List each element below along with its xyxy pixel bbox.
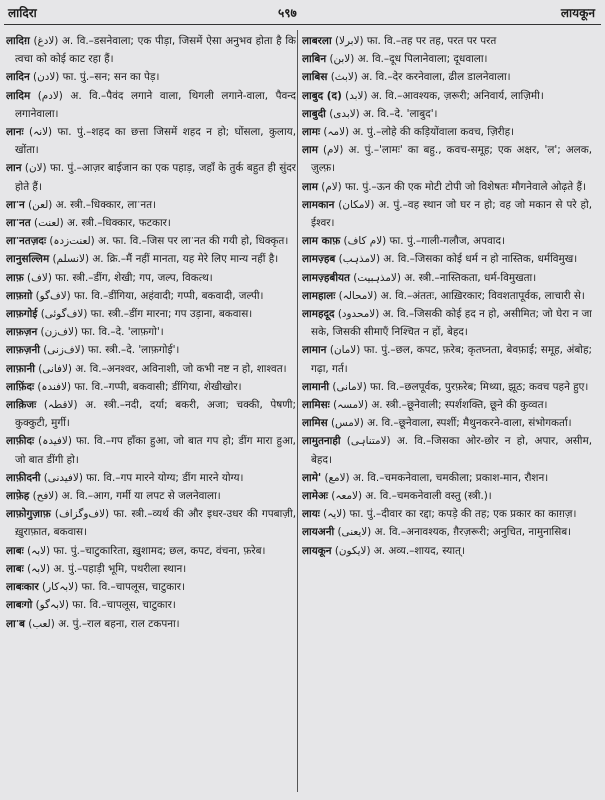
- entry-definition: (لانسلم) अ. क्रि.–मैं नहीं मानता, यह मेरे लिए मान्य नहीं है।: [49, 253, 279, 266]
- dictionary-entry: [302, 287, 592, 305]
- dictionary-entry: [6, 305, 296, 323]
- dictionary-entry: [6, 432, 296, 468]
- dictionary-entry: [302, 32, 592, 50]
- entry-definition: (لعنت‌زدہ) अ. फा. वि.–जिस पर लाॱनत की गयी हो, धिक्कृत।: [46, 235, 289, 248]
- entry-definition: (لابہ) अ. पुं.–पहाड़ी भूमि, पथरीला स्थान।: [23, 562, 187, 575]
- dictionary-entry: [6, 396, 296, 432]
- entry-headword: लानुसल्लिम: [6, 253, 50, 266]
- entry-headword: लाफ़ज़न: [6, 326, 38, 339]
- dictionary-entry: [6, 196, 296, 214]
- dictionary-entry: [302, 178, 592, 196]
- entry-headword: लामः: [302, 126, 321, 139]
- entry-definition: (لامانی) फा. वि.–छलपूर्वक, पुरफ़रेब; मिथ्या, झूठ; कवच पहने हुए।: [329, 380, 589, 393]
- dictionary-entry: [6, 159, 296, 195]
- entry-headword: लाबःगो: [6, 599, 33, 612]
- dictionary-entry: [302, 50, 592, 68]
- dictionary-entry: [6, 232, 296, 250]
- entry-definition: (لعن) अ. स्त्री.–धिक्कार, लाॱनत।: [24, 198, 157, 211]
- dictionary-entry: [6, 487, 296, 505]
- entry-definition: (لادن) फा. पुं.–सन; सन का पेड़।: [29, 71, 160, 84]
- entry-definition: (لاف‌زنی) फा. स्त्री.–दे. 'लाफ़गोई'।: [39, 344, 180, 357]
- entry-definition: (لایکون) अ. अव्य.–शायद, स्यात्।: [331, 544, 465, 557]
- entry-headword: लामहालः: [302, 289, 336, 302]
- entry-headword: लाबरला: [302, 35, 332, 47]
- entry-definition: (لامعہ) अ. वि.–चमकनेवाली वस्तु (स्त्री.)।: [328, 490, 492, 503]
- dictionary-entry: [6, 87, 296, 123]
- entry-definition: (لافندہ) फा. वि.–गप्पी, बकवासी; डींगिया, शेखीखोर।: [34, 380, 242, 393]
- dictionary-entry: [302, 105, 592, 123]
- entry-headword: लामज़्हब: [302, 253, 336, 266]
- dictionary-entry: [302, 196, 592, 232]
- entry-definition: (لامحدود) अ. वि.–जिसकी कोई हद न हो, असीमित; जो घेरा न जा सके, जिसकी सीमाएँ निश्चित न हों, बेहद।: [311, 308, 592, 339]
- entry-definition: (لابہ‌گو) फा. वि.–चापलूस, चाटुकार।: [32, 599, 176, 612]
- entry-definition: (لاف‌گوئی) फा. स्त्री.–डींग मारना; गप उड़ाना, बकवास।: [37, 308, 253, 321]
- dictionary-entry: [6, 214, 296, 232]
- dictionary-entry: [302, 269, 592, 287]
- entry-headword: लाफ़िंदः: [6, 380, 35, 393]
- dictionary-entry: [302, 396, 592, 414]
- entry-headword: लामिसः: [302, 399, 330, 412]
- entry-headword: लाबःकार: [6, 581, 39, 594]
- entry-headword: लाबः: [6, 544, 24, 557]
- dictionary-entry: [302, 469, 592, 487]
- dictionary-entry: [302, 87, 592, 105]
- entry-headword: लामकान: [302, 198, 335, 211]
- entry-headword: लायकून: [302, 544, 332, 557]
- entry-headword: लायअनी: [302, 526, 335, 539]
- entry-definition: (لامان) फा. पुं.–छल, कपट, फ़रेब; कृतघ्नता, बेवफ़ाई; समूह, अंबोह; गढ़ा, गर्त।: [311, 344, 592, 375]
- entry-headword: लामुतनाही: [302, 435, 341, 448]
- entry-definition: (لامحالہ) अ. वि.–अंततः, आख़िरकार; विवशतापूर्वक, लाचारी से।: [335, 289, 585, 302]
- entry-definition: (لابث) अ. वि.–देर करनेवाला, ढील डालनेवाला।: [327, 71, 511, 84]
- dictionary-entry: [6, 341, 296, 359]
- header-right-word: लायकून: [560, 6, 595, 20]
- entry-definition: (لاف‌زن) फा. वि.–दे. 'लाफ़गो'।: [37, 326, 164, 339]
- entry-definition: (لابن) अ. वि.–दूध पिलानेवाला; दूधवाला।: [326, 53, 488, 66]
- entry-headword: लाक़िजः: [6, 399, 37, 412]
- left-column: [6, 32, 296, 794]
- entry-definition: (لامس) अ. वि.–छूनेवाला, स्पर्शी; मैथुनकरने-वाला, संभोगकर्ता।: [327, 417, 572, 430]
- entry-definition: (لامذہبیت) अ. स्त्री.–नास्तिकता, धर्म-विमुखता।: [349, 271, 537, 284]
- entry-headword: लादिम: [6, 89, 31, 102]
- entry-headword: लाफ़ानी: [6, 362, 35, 375]
- entry-definition: (لانہ) फा. पुं.–शहद का छत्ता जिसमें शहद न हो; घोंसला, कुलाय, खोंता।: [15, 126, 296, 157]
- entry-headword: लाफ़: [6, 271, 24, 284]
- entry-headword: लानः: [6, 126, 24, 139]
- entry-definition: (لامذہب) अ. वि.–जिसका कोई धर्म न हो नास्तिक, धर्मविमुख।: [335, 253, 578, 266]
- entry-headword: लाबः: [6, 562, 24, 575]
- header-rule: [4, 24, 601, 25]
- entry-definition: (لابہ‌کار) फा. वि.–चापलूस, चाटुकार।: [38, 581, 185, 594]
- entry-definition: (لادغ) अ. वि.–डसनेवाला; एक पीड़ा, जिसमें ऐसा अनुभव होता है कि त्वचा को कोई काट रहा हैं।: [15, 35, 296, 66]
- entry-headword: लाफ़ग़ो: [6, 289, 33, 302]
- entry-headword: लाबुद (द): [302, 89, 342, 102]
- entry-headword: लाॱनत: [6, 217, 31, 230]
- entry-headword: लाॱब: [6, 617, 25, 630]
- dictionary-entry: [302, 505, 592, 523]
- entry-headword: लाबुदी: [302, 107, 326, 120]
- entry-definition: (لام) अ. पुं.–'लामः' का बहु., कवच-समूह; एक अक्षर, 'ल'; अलक, ज़ुल्फ़।: [311, 144, 592, 175]
- dictionary-entry: [302, 305, 592, 341]
- entry-definition: (لافانی) अ. वि.–अनश्वर, अविनाशी, जो कभी नष्ट न हो, शाश्वत।: [34, 362, 287, 375]
- entry-headword: लाफ़ोगुज़ाफ़: [6, 508, 51, 521]
- dictionary-entry: [6, 615, 296, 633]
- entry-headword: लाफ़ीदः: [6, 435, 35, 448]
- entry-headword: लाम: [302, 180, 318, 193]
- entry-headword: लाम: [302, 144, 318, 157]
- entry-definition: (لایعنی) अ. वि.–अनावश्यक, ग़ैरज़रूरी; अनुचित, नामुनासिब।: [334, 526, 572, 539]
- entry-headword: लामज़्हबीयत: [302, 271, 350, 284]
- dictionary-entry: [302, 432, 592, 468]
- dictionary-entry: [6, 68, 296, 86]
- entry-headword: लामे': [302, 471, 322, 484]
- dictionary-entry: [6, 560, 296, 578]
- entry-headword: लामहदूद: [302, 308, 335, 321]
- entry-headword: लाबिन: [302, 53, 327, 66]
- entry-definition: (لاف‌گو) फा. वि.–डींगिया, अहंवादी; गप्पी, बकवादी, जल्पी।: [32, 289, 264, 302]
- dictionary-entry: [302, 542, 592, 560]
- entry-definition: (لامہ) अ. पुं.–लोहे की कड़ियोंवाला कवच, ज़िरीह।: [320, 126, 515, 139]
- entry-definition: (لابد) अ. वि.–आवश्यक, ज़रूरी; अनिवार्य, लाज़िमी।: [341, 89, 544, 102]
- dictionary-entry: [302, 250, 592, 268]
- entry-definition: (لامتناہی) अ. वि.–जिसका ओर-छोर न हो, अपार, असीम, बेहद।: [311, 435, 592, 466]
- right-column: [302, 32, 592, 794]
- entry-headword: लादिग़: [6, 35, 30, 47]
- entry-definition: (لعنت) अ. स्त्री.–धिक्कार, फटकार।: [30, 217, 171, 230]
- dictionary-entry: [6, 250, 296, 268]
- dictionary-entry: [6, 378, 296, 396]
- entry-headword: लाफ़ेह: [6, 490, 30, 503]
- entry-definition: (لان) फा. पुं.–आज़र बाईजान का एक पहाड़, जहाँ के तुर्क बहुत ही सुंदर होते हैं।: [15, 162, 296, 193]
- dictionary-entry: [302, 414, 592, 432]
- column-divider: [297, 30, 298, 792]
- entry-headword: लामान: [302, 344, 327, 357]
- entry-definition: (لام) फा. पुं.–ऊन की एक मोटी टोपी जो विशेषतः मौगनेवाले ओढ़ते हैं।: [317, 180, 586, 193]
- entry-definition: (لامع) अ. वि.–चमकनेवाला, चमकीला; प्रकाश-मान, रौशन।: [321, 471, 549, 484]
- page-header: [0, 0, 605, 22]
- entry-definition: (لاقطہ) अ. स्त्री.–नदी, दर्या; बकरी, अजा; चक्की, पेषणी; कुक्कुटी, मुर्गी।: [15, 399, 296, 430]
- entry-headword: लामिस: [302, 417, 328, 430]
- entry-headword: लामेअः: [302, 490, 328, 503]
- dictionary-entry: [6, 323, 296, 341]
- entry-headword: लायः: [302, 508, 320, 521]
- entry-definition: (لابدی) अ. वि.–दे. 'लाबुद'।: [325, 107, 438, 120]
- entry-definition: (لامکان) अ. पुं.–वह स्थान जो घर न हो; वह जो मकान से परे हो, ईश्वर।: [311, 198, 592, 230]
- entry-headword: लाफ़गोई: [6, 308, 38, 321]
- dictionary-entry: [302, 487, 592, 505]
- entry-headword: लाफ़ीदनी: [6, 471, 41, 484]
- entry-definition: (لابرلا) फा. वि.–तह पर तह, परत पर परत: [331, 35, 497, 47]
- dictionary-entry: [6, 32, 296, 68]
- header-left-word: लादिरा: [8, 6, 37, 20]
- entry-definition: (لام کاف) फा. पुं.–गाली-गलौज, अपवाद।: [340, 235, 505, 248]
- entry-headword: लाफ़ज़नी: [6, 344, 40, 357]
- dictionary-entry: [302, 523, 592, 541]
- dictionary-entry: [6, 596, 296, 614]
- entry-headword: लाम काफ़: [302, 235, 341, 248]
- entry-definition: (لادم) अ. वि.–पैवंद लगाने वाला, थिगली लगाने-वाला, पैवन्द लगानेवाला।: [15, 89, 296, 120]
- dictionary-entry: [302, 341, 592, 377]
- entry-headword: लामानी: [302, 380, 330, 393]
- dictionary-entry: [302, 68, 592, 86]
- entry-headword: लादिन: [6, 71, 30, 84]
- entry-headword: लाॱन: [6, 198, 25, 211]
- entry-headword: लान: [6, 162, 22, 175]
- entry-definition: (لعب) अ. पुं.–राल बहना, राल टकपना।: [24, 617, 180, 630]
- entry-headword: लाॱनतज़दः: [6, 235, 47, 248]
- entry-headword: लाबिस: [302, 71, 328, 84]
- entry-definition: (لافیدہ) फा. वि.–गप हाँका हुआ, जो बात गप हो; डींग मारा हुआ, जो बात डींगी हो।: [15, 435, 296, 466]
- dictionary-entry: [6, 578, 296, 596]
- dictionary-entry: [302, 123, 592, 141]
- dictionary-entry: [6, 123, 296, 159]
- dictionary-entry: [6, 269, 296, 287]
- page-number: ५९७: [278, 6, 297, 20]
- entry-definition: (لافح) अ. वि.–आग, गर्मी या लपट से जलनेवाला।: [29, 490, 221, 503]
- dictionary-entry: [6, 542, 296, 560]
- dictionary-entry: [302, 232, 592, 250]
- entry-definition: (لاف‌وگزاف) फा. स्त्री.–व्यर्थ की और इधर-उधर की गपबाज़ी, ख़ुराफ़ात, बकवास।: [15, 508, 296, 539]
- dictionary-entry: [6, 360, 296, 378]
- entry-definition: (لامسہ) अ. स्त्री.–छूनेवाली; स्पर्शशक्ति, छूने की कुव्वत।: [329, 399, 548, 412]
- entry-definition: (لافیدنی) फा. वि.–गप मारने योग्य; डींग मारने योग्य।: [40, 471, 244, 484]
- dictionary-entry: [6, 287, 296, 305]
- entry-definition: (لابہ) फा. पुं.–चाटुकारिता, ख़ुशामद; छल, कपट, वंचना, फ़रेब।: [23, 544, 266, 557]
- dictionary-entry: [6, 469, 296, 487]
- entry-definition: (لاف) फा. स्त्री.–डींग, शेखी; गप, जल्प, विकत्थ।: [23, 271, 213, 284]
- entry-definition: (لایہ) फा. पुं.–दीवार का रद्दा; कपड़े की तह; एक प्रकार का काग़ज़।: [319, 508, 577, 521]
- dictionary-entry: [302, 141, 592, 177]
- dictionary-entry: [6, 505, 296, 541]
- dictionary-entry: [302, 378, 592, 396]
